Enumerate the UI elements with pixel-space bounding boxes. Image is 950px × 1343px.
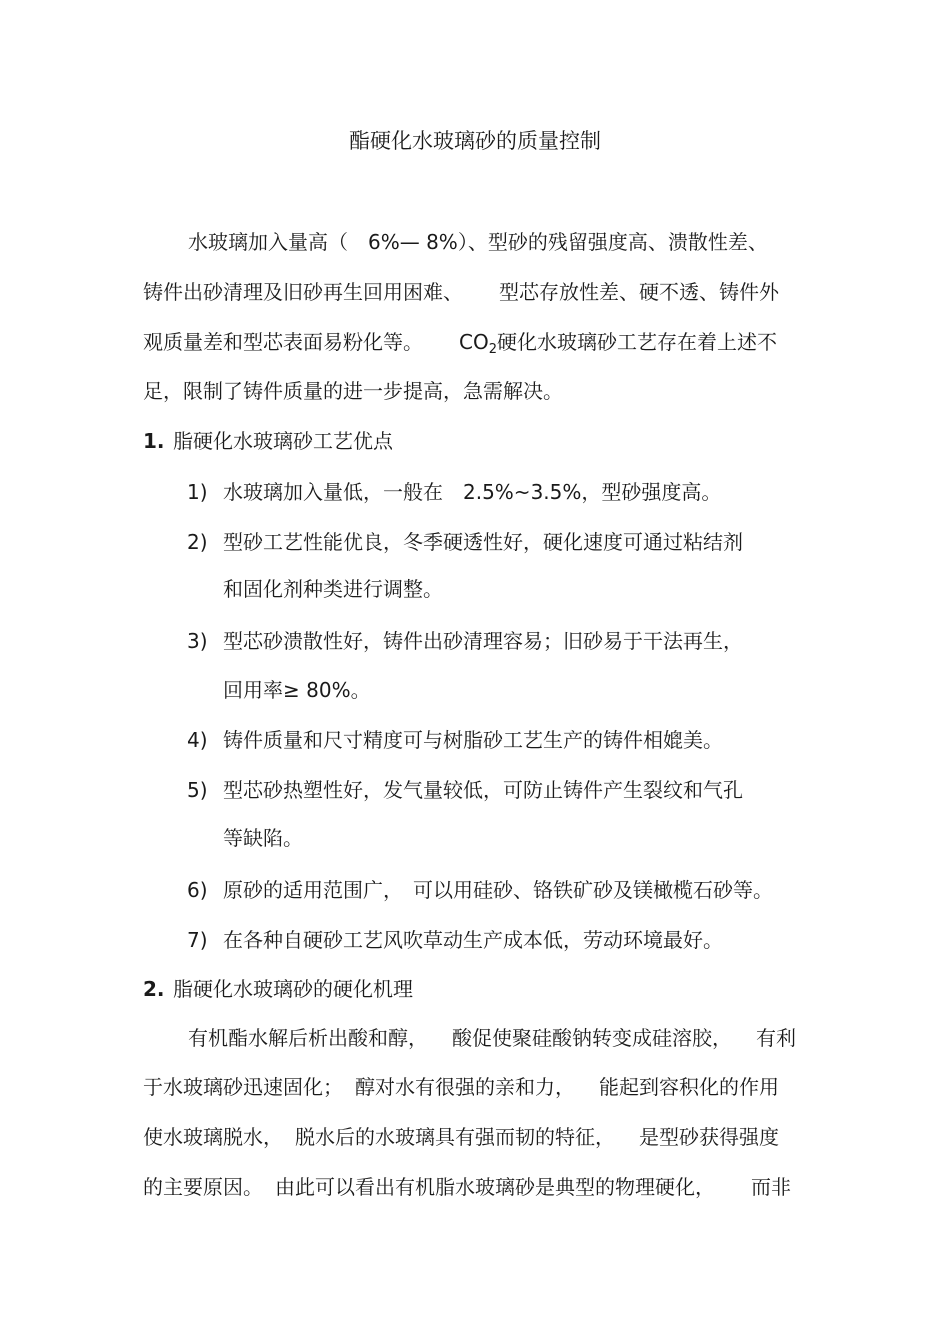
intro-line-2 — [143, 277, 779, 307]
list-item-text: 铸件质量和尺寸精度可与树脂砂工艺生产的铸件相媲美。 — [223, 728, 723, 752]
section-2-heading — [143, 974, 413, 1004]
list-item — [187, 875, 773, 905]
section-2-line-4: 的主要原因。 由此可以看出有机脂水玻璃砂是典型的物理硬化， 而非 — [143, 1175, 791, 1199]
list-item — [187, 775, 743, 805]
list-item-number: 4) — [187, 728, 208, 752]
list-item-text: 水玻璃加入量低，一般在 2.5%~3.5%，型砂强度高。 — [223, 480, 722, 504]
intro-line-1: 水玻璃加入量高（ 6%— 8%）、型砂的残留强度高、溃散性差、 — [188, 230, 768, 254]
list-item — [187, 477, 721, 507]
list-item-text: 型芯砂溃散性好，铸件出砂清理容易；旧砂易于干法再生， — [223, 629, 743, 653]
intro-line-2-part-b: 型芯存放性差、硬不透、铸件外 — [499, 280, 779, 304]
section-2-line-1: 有机酯水解后析出酸和醇， 酸促使聚硅酸钠转变成硅溶胶， 有利 — [188, 1026, 796, 1050]
list-item — [187, 527, 743, 557]
list-item-number: 7) — [187, 928, 208, 952]
section-1-title: 脂硬化水玻璃砂工艺优点 — [173, 429, 393, 453]
list-item — [187, 626, 743, 656]
section-1-number: 1. — [143, 429, 165, 453]
list-item — [187, 925, 723, 955]
co2-formula: $CO_2$ — [459, 330, 497, 357]
list-item-number: 2) — [187, 530, 208, 554]
intro-line-3-part-b: 硬化水玻璃砂工艺存在着上述不 — [497, 330, 777, 354]
section-2-line-2: 于水玻璃砂迅速固化； 醇对水有很强的亲和力， 能起到容积化的作用 — [143, 1075, 779, 1099]
intro-line-4: 足，限制了铸件质量的进一步提高，急需解决。 — [143, 379, 563, 403]
section-2-line-3: 使水玻璃脱水， 脱水后的水玻璃具有强而韧的特征， 是型砂获得强度 — [143, 1125, 779, 1149]
list-item-number: 5) — [187, 778, 208, 802]
list-item-number: 6) — [187, 878, 208, 902]
list-item-continuation: 和固化剂种类进行调整。 — [223, 577, 443, 601]
list-item — [187, 725, 723, 755]
page-title: 酯硬化水玻璃砂的质量控制 — [349, 129, 601, 153]
list-item-text: 型芯砂热塑性好，发气量较低，可防止铸件产生裂纹和气孔 — [223, 778, 743, 802]
section-2-number: 2. — [143, 977, 165, 1001]
intro-line-3-part-a: 观质量差和型芯表面易粉化等。 — [143, 330, 423, 354]
list-item-text: 原砂的适用范围广， 可以用硅砂、铬铁矿砂及镁橄榄石砂等。 — [223, 878, 773, 902]
list-item-number: 1) — [187, 480, 208, 504]
intro-line-3 — [143, 327, 777, 365]
section-1-heading — [143, 426, 393, 456]
intro-line-2-part-a: 铸件出砂清理及旧砂再生回用困难、 — [143, 280, 463, 304]
section-2-title: 脂硬化水玻璃砂的硬化机理 — [173, 977, 413, 1001]
list-item-continuation: 等缺陷。 — [223, 826, 303, 850]
list-item-number: 3) — [187, 629, 208, 653]
list-item-continuation: 回用率≥ 80%。 — [223, 678, 371, 702]
list-item-text: 在各种自硬砂工艺风吹草动生产成本低，劳动环境最好。 — [223, 928, 723, 952]
list-item-text: 型砂工艺性能优良，冬季硬透性好，硬化速度可通过粘结剂 — [223, 530, 743, 554]
